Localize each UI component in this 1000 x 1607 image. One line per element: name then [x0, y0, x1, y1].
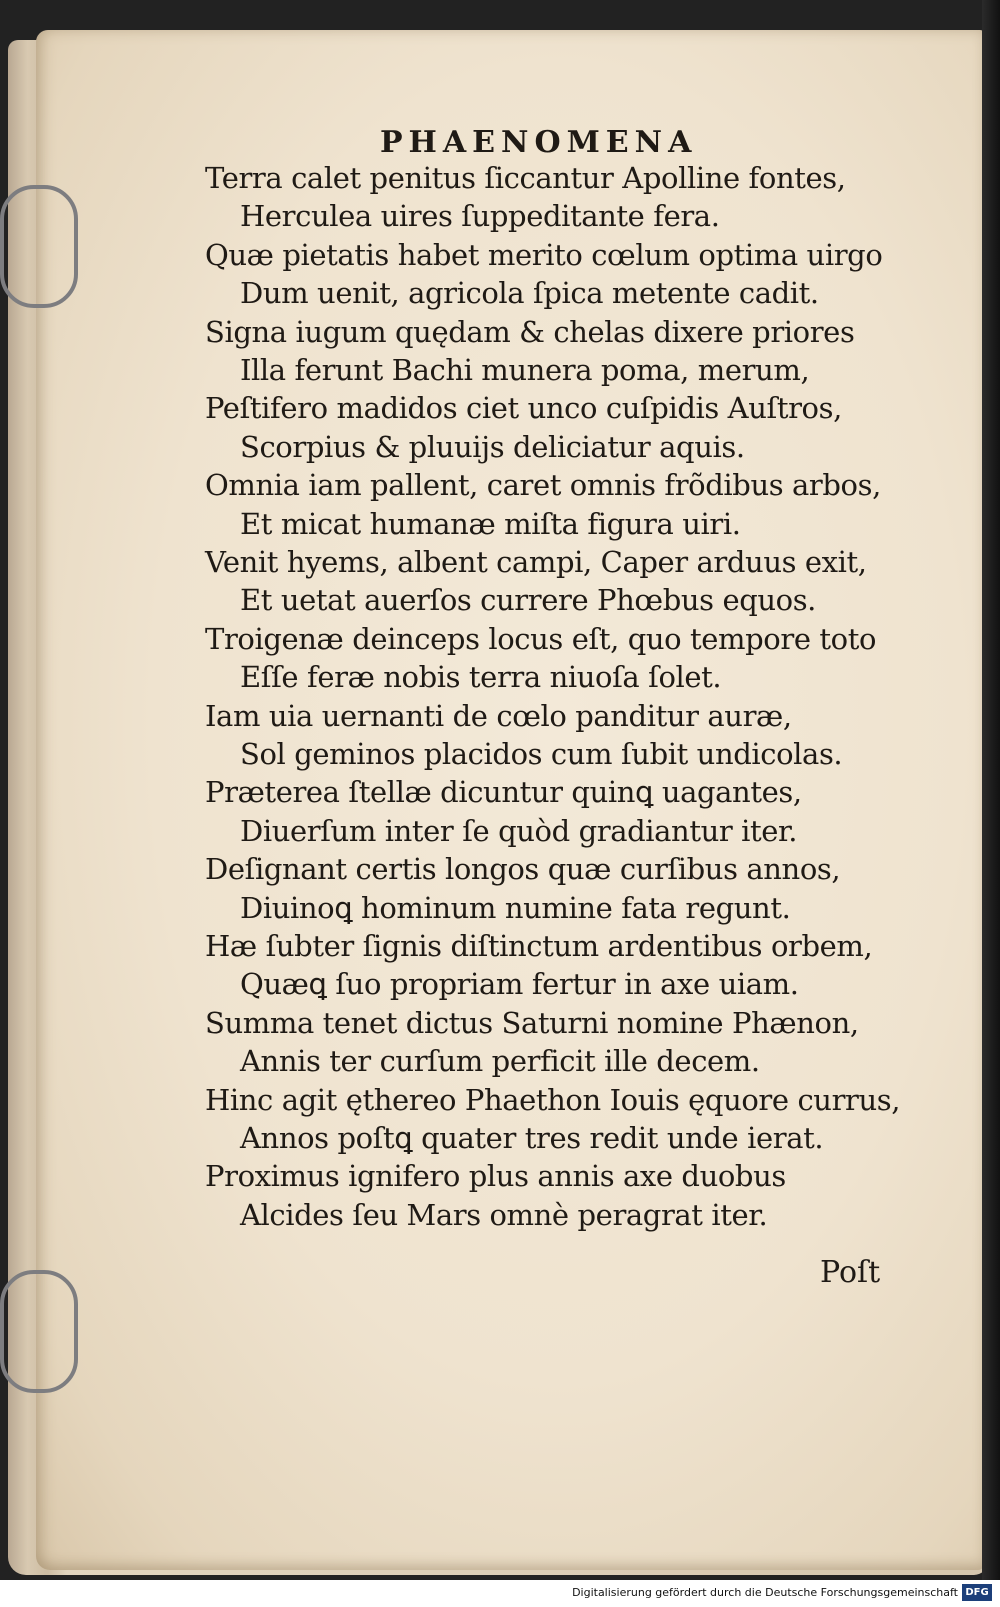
- verse-line: Scorpius & pluuijs deliciatur aquis.: [240, 429, 745, 464]
- verse-line: Diuerſum inter ſe quòd gradiantur iter.: [240, 813, 798, 848]
- footer-credit: Digitalisierung gefördert durch die Deutsche Forschungsgemeinschaft: [572, 1586, 958, 1599]
- verse-line: Et uetat auerſos currere Phœbus equos.: [240, 583, 817, 618]
- right-dark-strip: [982, 0, 1000, 1580]
- verse-line: Deſignant certis longos quæ curſibus annos,: [205, 852, 841, 887]
- verse-line: Peſtifero madidos ciet unco cuſpidis Auſtros,: [205, 391, 842, 426]
- verse-line: Quæ pietatis habet merito cœlum optima uirgo: [205, 237, 883, 272]
- verse-line: Hæ ſubter ſignis diſtinctum ardentibus orbem,: [205, 929, 873, 963]
- verse-line: Herculea uires ſuppeditante fera.: [240, 199, 720, 234]
- verse-line: Præterea ſtellæ dicuntur quinꝗ uagantes,: [205, 775, 802, 810]
- metal-clip-top: [0, 185, 78, 308]
- verse-line: Iam uia uernanti de cœlo panditur auræ,: [205, 698, 792, 733]
- verse-line: Venit hyems, albent campi, Caper arduus exit,: [205, 545, 867, 579]
- verse-line: Diuinoꝗ hominum numine fata regunt.: [240, 890, 791, 925]
- dfg-logo: DFG: [962, 1584, 992, 1601]
- verse-line: Sol geminos placidos cum ſubit undicolas.: [240, 737, 843, 771]
- verse-line: Et micat humanæ miſta figura uiri.: [240, 506, 741, 541]
- verse-line: Summa tenet dictus Saturni nomine Phænon,: [205, 1005, 859, 1040]
- verse-line: Alcides ſeu Mars omnè peragrat iter.: [240, 1197, 768, 1232]
- verse-line: Hinc agit ęthereo Phaethon Iouis ęquore currus,: [205, 1082, 901, 1117]
- verse-line: Terra calet penitus ſiccantur Apolline fontes,: [205, 161, 846, 195]
- verse-line: Proximus ignifero plus annis axe duobus: [205, 1159, 786, 1194]
- verse-line: Annis ter curſum perficit ille decem.: [240, 1044, 760, 1079]
- verse-line: Annos poſtꝗ quater tres redit unde ierat.: [240, 1121, 824, 1155]
- verse-line: Omnia iam pallent, caret omnis frõdibus arbos,: [205, 468, 881, 503]
- running-header: PHAENOMENA: [380, 125, 698, 160]
- metal-clip-bottom: [0, 1270, 78, 1393]
- verse-line: Signa iugum quędam & chelas dixere priores: [205, 314, 855, 349]
- verse-line: Eſſe feræ nobis terra niuoſa ſolet.: [240, 660, 722, 695]
- verse-line: Quæꝗ ſuo propriam fertur in axe uiam.: [240, 967, 799, 1002]
- verse-line: Illa ferunt Bachi munera poma, merum,: [240, 353, 810, 387]
- verse-line: Dum uenit, agricola ſpica metente cadit.: [240, 276, 819, 311]
- digitization-footer: [0, 1580, 1000, 1607]
- verse-line: Troigenæ deinceps locus eſt, quo tempore toto: [205, 621, 877, 656]
- catchword: Poſt: [820, 1255, 881, 1290]
